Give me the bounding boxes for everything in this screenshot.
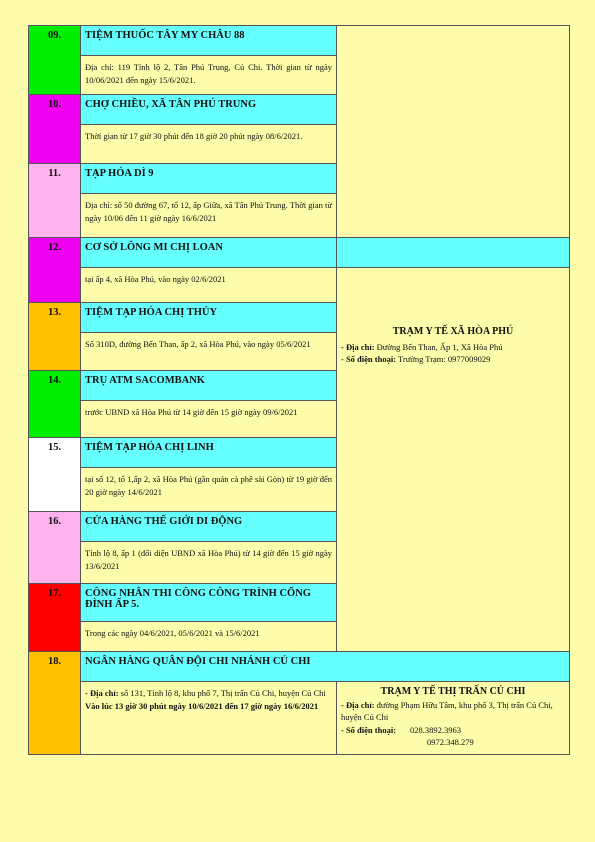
text: 0972.348.279 [427, 737, 474, 747]
text: số 131, Tỉnh lộ 8, khu phố 7, Thị trấn Củ Chi, huyện Củ Chi [118, 688, 326, 698]
location-address: Trong các ngày 04/6/2021, 05/6/2021 và 15/6/2021 [81, 622, 337, 652]
location-name: CỬA HÀNG THẾ GIỚI DI ĐỘNG [81, 512, 337, 542]
station-cu-chi [337, 682, 570, 755]
text: - Địa chỉ: [341, 699, 375, 710]
text: Đường Bến Than, Ấp 1, Xã Hòa Phú [374, 341, 503, 352]
table-row [29, 26, 570, 56]
location-address: Thời gian từ 17 giờ 30 phút đến 18 giờ 20 phút ngày 08/6/2021. [81, 125, 337, 164]
table-row [29, 268, 570, 303]
location-name: TRỤ ATM SACOMBANK [81, 371, 337, 401]
text: đường Phạm Hữu Tâm, khu phố 3, Thị trấn Củ Chi, huyện Củ Chi [341, 699, 553, 722]
station-title: TRẠM Y TẾ THỊ TRẤN CỦ CHI [380, 686, 526, 697]
row-number: 14. [29, 371, 81, 438]
row-number: 11. [29, 164, 81, 238]
row-number: 16. [29, 512, 81, 584]
text: - Địa chỉ: [341, 341, 375, 352]
row-number: 18. [29, 652, 81, 755]
text: 028.3892.3963 [410, 724, 462, 735]
location-address [81, 682, 337, 755]
station-title: TRẠM Y TẾ XÃ HÒA PHÚ [392, 326, 514, 337]
row-number: 12. [29, 238, 81, 303]
station-header-cyan [337, 238, 570, 268]
table-row [29, 682, 570, 755]
row-number: 09. [29, 26, 81, 95]
station-cell-empty [337, 26, 570, 238]
location-name: TIỆM TẠP HÓA CHỊ THỦY [81, 303, 337, 333]
row-number: 17. [29, 584, 81, 652]
location-address: Địa chỉ: 119 Tỉnh lộ 2, Tân Phú Trung, Củ Chi. Thời gian từ ngày 10/06/2021 đến ngày 15/6/2021. [81, 56, 337, 95]
location-name: TIỆM THUỐC TÂY MY CHÂU 88 [81, 26, 337, 56]
station-hoa-phu [337, 268, 570, 652]
location-address: Tỉnh lộ 8, ấp 1 (đối diện UBND xã Hòa Phú) từ 14 giờ đến 15 giờ ngày 13/6/2021 [81, 542, 337, 584]
location-address: trước UBND xã Hòa Phú từ 14 giờ đến 15 giờ ngày 09/6/2021 [81, 401, 337, 438]
text: - Số điện thoại: [341, 724, 397, 735]
text: - Địa chỉ: [85, 688, 119, 698]
location-name: NGÂN HÀNG QUÂN ĐỘI CHI NHÁNH CỦ CHI [81, 652, 570, 682]
location-address: Địa chỉ: số 50 đường 67, tổ 12, ấp Giữa, xã Tân Phú Trung. Thời gian từ ngày 10/06 đến 11 giờ ngày 16/6/2021 [81, 194, 337, 238]
contact-tracing-table [28, 25, 570, 755]
location-address: tại số 12, tổ 1,ấp 2, xã Hòa Phú (gần quán cà phê sài Gòn) từ 19 giờ đến 20 giờ ngày 14/6/2021 [81, 468, 337, 512]
row-number: 15. [29, 438, 81, 512]
table-row [29, 652, 570, 682]
location-name: TẠP HÓA DÌ 9 [81, 164, 337, 194]
location-name: CHỢ CHIỀU, XÃ TÂN PHÚ TRUNG [81, 95, 337, 125]
text: - Số điện thoại: [341, 354, 397, 364]
location-name: CƠ SỞ LÔNG MI CHỊ LOAN [81, 238, 337, 268]
location-address: Số 310D, đường Bến Than, ấp 2, xã Hòa Phú, vào ngày 05/6/2021 [81, 333, 337, 371]
row-number: 10. [29, 95, 81, 164]
text: Trưởng Trạm: 0977009029 [396, 354, 491, 364]
table-row [29, 238, 570, 268]
time-text: Vào lúc 13 giờ 30 phút ngày 10/6/2021 đến 17 giờ ngày 16/6/2021 [85, 701, 319, 711]
row-number: 13. [29, 303, 81, 371]
location-name: CÔNG NHÂN THI CÔNG CÔNG TRÌNH CỔNG ĐÌNH ẤP 5. [81, 584, 337, 622]
location-name: TIỆM TẠP HÓA CHỊ LINH [81, 438, 337, 468]
location-address: tại ấp 4, xã Hòa Phú, vào ngày 02/6/2021 [81, 268, 337, 303]
